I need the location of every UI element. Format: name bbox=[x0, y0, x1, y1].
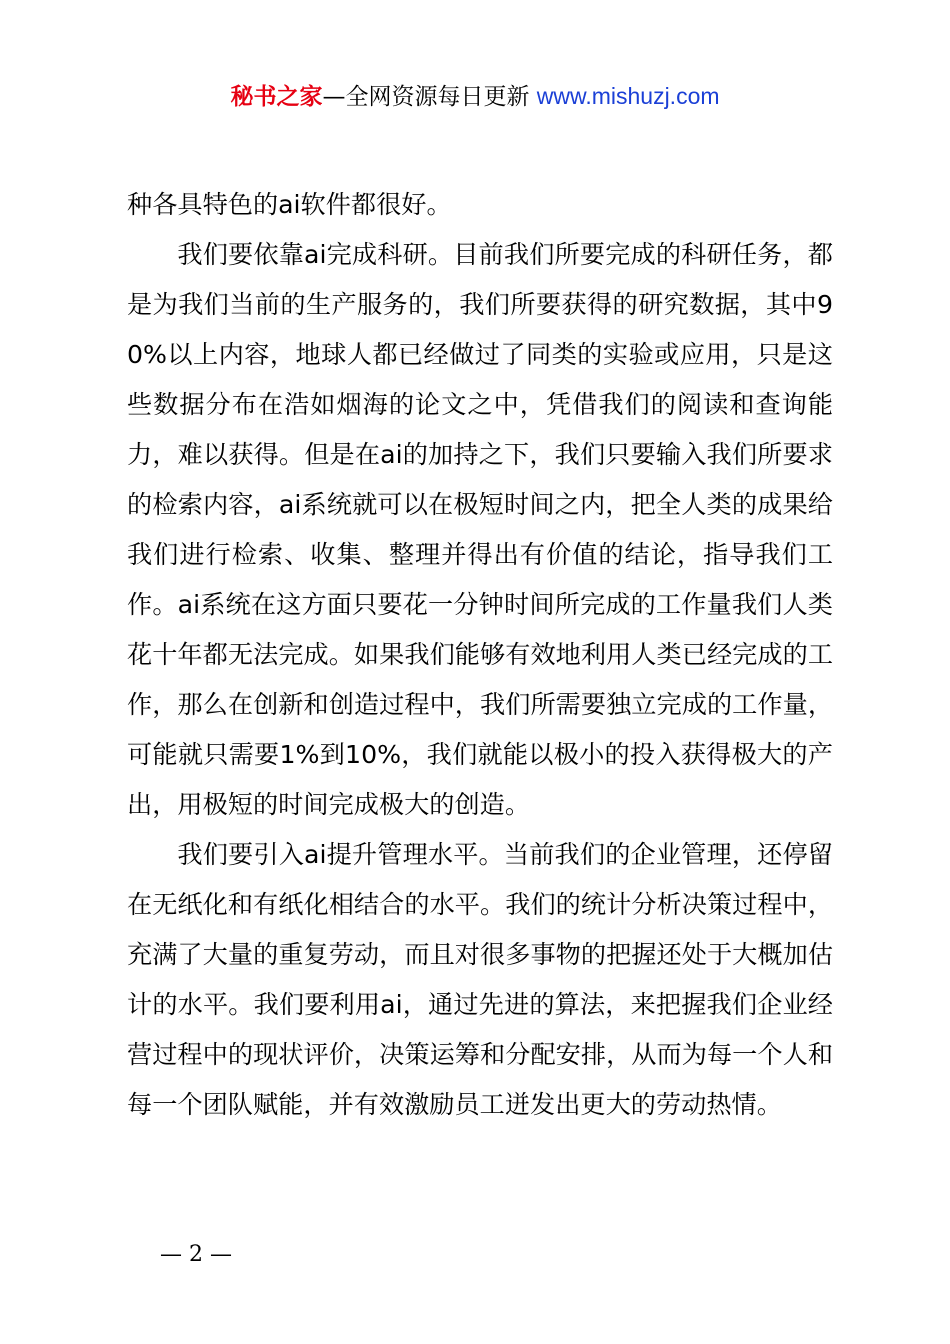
brand-name: 秘书之家 bbox=[230, 84, 323, 110]
paragraph-continued: 种各具特色的ai软件都很好。 bbox=[127, 190, 452, 219]
paragraph-research: 我们要依靠ai完成科研。目前我们所要完成的科研任务，都是为我们当前的生产服务的，我们所要获得的研究数据，其中90%以上内容，地球人都已经做过了同类的实验或应用，只是这些数据分布在浩如烟海的论文之中，凭借我们的阅读和查询能力，难以获得。但是在ai的加持之下，我们只要输入我们所要求的检索内容，ai系统就可以在极短时间之内，把全人类的成果给我们进行检索、收集、整理并得出有价值的结论，指导我们工作。ai系统在这方面只要花一分钟时间所完成的工作量我们人类花十年都无法完成。如果我们能够有效地利用人类已经完成的工作，那么在创新和创造过程中，我们所需要独立完成的工作量，可能就只需要1%到10%，我们就能以极小的投入获得极大的产出，用极短的时间完成极大的创造。 bbox=[127, 240, 833, 819]
document-body bbox=[127, 180, 833, 1130]
website-link[interactable]: www.mishuzj.com bbox=[536, 83, 720, 109]
header-tagline: —全网资源每日更新 bbox=[322, 84, 537, 110]
paragraph-management: 我们要引入ai提升管理水平。当前我们的企业管理，还停留在无纸化和有纸化相结合的水平。我们的统计分析决策过程中，充满了大量的重复劳动，而且对很多事物的把握还处于大概加估计的水平。我们要利用ai，通过先进的算法，来把握我们企业经营过程中的现状评价，决策运筹和分配安排，从而为每一个人和每一个团队赋能，并有效激励员工迸发出更大的劳动热情。 bbox=[127, 840, 833, 1119]
page-header bbox=[0, 80, 950, 113]
page-number: — 2 — bbox=[160, 1242, 232, 1267]
